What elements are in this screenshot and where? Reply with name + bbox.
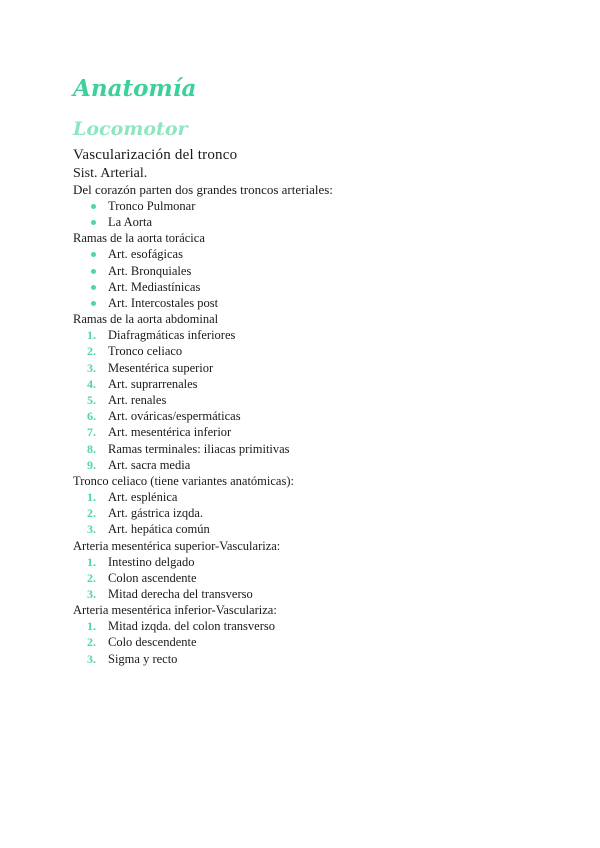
trunks-list xyxy=(73,198,543,230)
list-item: 1. Mitad izqda. del colon transverso xyxy=(87,619,275,634)
list-number: 6. xyxy=(87,409,96,424)
list-number: 3. xyxy=(87,360,96,375)
list-number: 1. xyxy=(87,554,96,569)
page-subtitle: Locomotor xyxy=(73,118,188,140)
list-item: 2. Colon ascendente xyxy=(87,570,197,585)
list-item: 3. Art. hepática común xyxy=(87,522,210,537)
list-item: 9. Art. sacra media xyxy=(87,457,191,472)
list-number: 2. xyxy=(87,506,96,521)
list-item: Art. Bronquiales xyxy=(73,263,543,279)
list-number: 9. xyxy=(87,457,96,472)
abdominal-heading: Ramas de la aorta abdominal xyxy=(73,312,219,327)
list-number: 1. xyxy=(87,328,96,343)
page-title: Anatomía xyxy=(73,75,197,102)
bullet-icon xyxy=(91,252,96,257)
list-item: 2. Art. gástrica izqda. xyxy=(87,506,204,521)
document-page xyxy=(73,74,543,667)
thoracic-list xyxy=(73,246,543,311)
list-number: 2. xyxy=(87,344,96,359)
abdominal-list xyxy=(73,327,543,473)
list-item: 5. Art. renales xyxy=(87,393,167,408)
list-item: 2. Colo descendente xyxy=(87,635,197,650)
list-item: 3. Mitad derecha del transverso xyxy=(87,587,253,602)
list-number: 5. xyxy=(87,393,96,408)
list-item: Tronco Pulmonar xyxy=(73,198,543,214)
list-number: 4. xyxy=(87,376,96,391)
list-item: 3. Sigma y recto xyxy=(87,651,178,666)
list-item: 1. Intestino delgado xyxy=(87,554,195,569)
list-item: Art. Intercostales post xyxy=(73,295,543,311)
bullet-icon xyxy=(91,220,96,225)
list-number: 1. xyxy=(87,490,96,505)
sup-mesenteric-heading: Arteria mesentérica superior-Vasculariza: xyxy=(73,538,281,553)
inf-mesenteric-heading: Arteria mesentérica inferior-Vasculariza: xyxy=(73,603,277,618)
list-number: 8. xyxy=(87,441,96,456)
section-heading: Vascularización del tronco xyxy=(73,147,238,163)
list-item: 2. Tronco celiaco xyxy=(87,344,183,359)
list-item: La Aorta xyxy=(73,214,543,230)
bullet-icon xyxy=(91,301,96,306)
celiac-list xyxy=(73,489,543,538)
list-item: 4. Art. suprarrenales xyxy=(87,376,198,391)
inf-mesenteric-list xyxy=(73,618,543,667)
celiac-heading: Tronco celiaco (tiene variantes anatómicas): xyxy=(73,474,294,489)
list-number: 2. xyxy=(87,635,96,650)
list-number: 2. xyxy=(87,570,96,585)
system-label: Sist. Arterial. xyxy=(73,166,148,181)
list-item: 7. Art. mesentérica inferior xyxy=(87,425,232,440)
list-number: 3. xyxy=(87,522,96,537)
list-number: 3. xyxy=(87,651,96,666)
list-item: 3. Mesentérica superior xyxy=(87,360,214,375)
list-item: Art. esofágicas xyxy=(73,246,543,262)
intro-text: Del corazón parten dos grandes troncos arteriales: xyxy=(73,182,333,197)
list-item: 1. Art. esplénica xyxy=(87,490,178,505)
bullet-icon xyxy=(91,269,96,274)
list-number: 1. xyxy=(87,619,96,634)
sup-mesenteric-list xyxy=(73,554,543,603)
list-number: 3. xyxy=(87,587,96,602)
thoracic-heading: Ramas de la aorta torácica xyxy=(73,231,205,246)
list-item: Art. Mediastínicas xyxy=(73,279,543,295)
bullet-icon xyxy=(91,285,96,290)
list-item: 1. Diafragmáticas inferiores xyxy=(87,328,236,343)
list-item: 8. Ramas terminales: iliacas primitivas xyxy=(87,441,290,456)
list-item: 6. Art. ováricas/espermáticas xyxy=(87,409,241,424)
bullet-icon xyxy=(91,204,96,209)
list-number: 7. xyxy=(87,425,96,440)
